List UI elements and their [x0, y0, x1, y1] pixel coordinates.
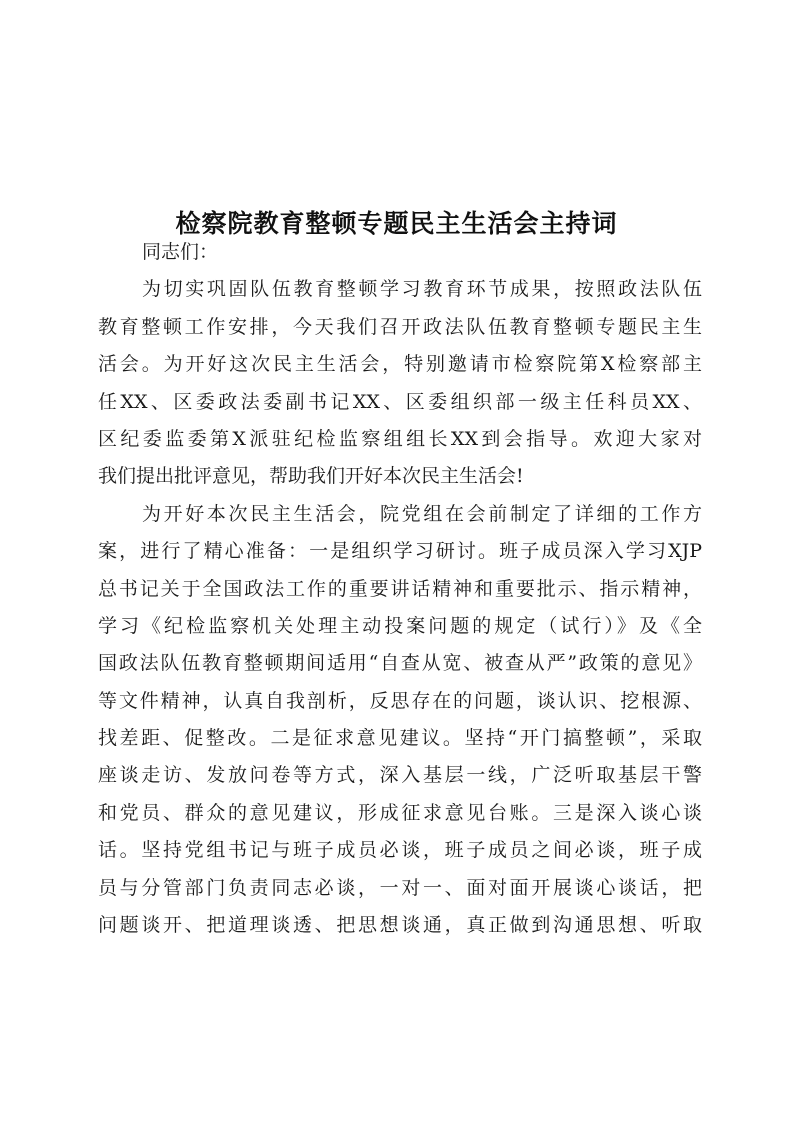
- paragraph-line: 等文件精神，认真自我剖析，反思存在的问题，谈认识、挖根源、: [98, 689, 702, 712]
- paragraph-line: 国政法队伍教育整顿期间适用“自查从宽、被查从严”政策的意见》: [98, 652, 702, 675]
- paragraph-line: 总书记关于全国政法工作的重要讲话精神和重要批示、指示精神，: [98, 577, 702, 600]
- salutation: 同志们：: [142, 241, 219, 263]
- paragraph-line: 区纪委监委第X派驻纪检监察组组长XX到会指导。欢迎大家对: [98, 427, 702, 450]
- paragraph-line: 员与分管部门负责同志必谈，一对一、面对面开展谈心谈话，把: [98, 876, 702, 899]
- document-title: 检察院教育整顿专题民主生活会主持词: [175, 209, 618, 238]
- paragraph-line: 问题谈开、把道理谈透、把思想谈通，真正做到沟通思想、听取: [98, 914, 702, 937]
- document-body: [98, 234, 702, 944]
- paragraph-line: 教育整顿工作安排，今天我们召开政法队伍教育整顿专题民主生: [98, 315, 702, 338]
- paragraph-line: 找差距、促整改。二是征求意见建议。坚持“开门搞整顿”，采取: [98, 727, 702, 750]
- paragraph-line: 任XX、区委政法委副书记XX、区委组织部一级主任科员XX、: [98, 390, 702, 413]
- paragraph-line: 座谈走访、发放问卷等方式，深入基层一线，广泛听取基层干警: [98, 764, 702, 787]
- paragraph-line: 案，进行了精心准备：一是组织学习研讨。班子成员深入学习XJP: [98, 540, 702, 563]
- paragraph-1: [98, 271, 702, 495]
- paragraph-line: 话。坚持党组书记与班子成员必谈，班子成员之间必谈，班子成: [98, 839, 702, 862]
- paragraph-line: 为切实巩固队伍教育整顿学习教育环节成果，按照政法队伍: [142, 278, 702, 301]
- paragraph-line: 学习《纪检监察机关处理主动投案问题的规定（试行）》及《全: [98, 614, 702, 637]
- paragraph-line: 为开好本次民主生活会，院党组在会前制定了详细的工作方: [142, 502, 702, 525]
- paragraph-line: 和党员、群众的意见建议，形成征求意见台账。三是深入谈心谈: [98, 801, 702, 824]
- paragraph-line: 活会。为开好这次民主生活会，特别邀请市检察院第X检察部主: [98, 353, 702, 376]
- paragraph-2: [98, 496, 702, 945]
- paragraph-line: 我们提出批评意见，帮助我们开好本次民主生活会!: [98, 465, 524, 488]
